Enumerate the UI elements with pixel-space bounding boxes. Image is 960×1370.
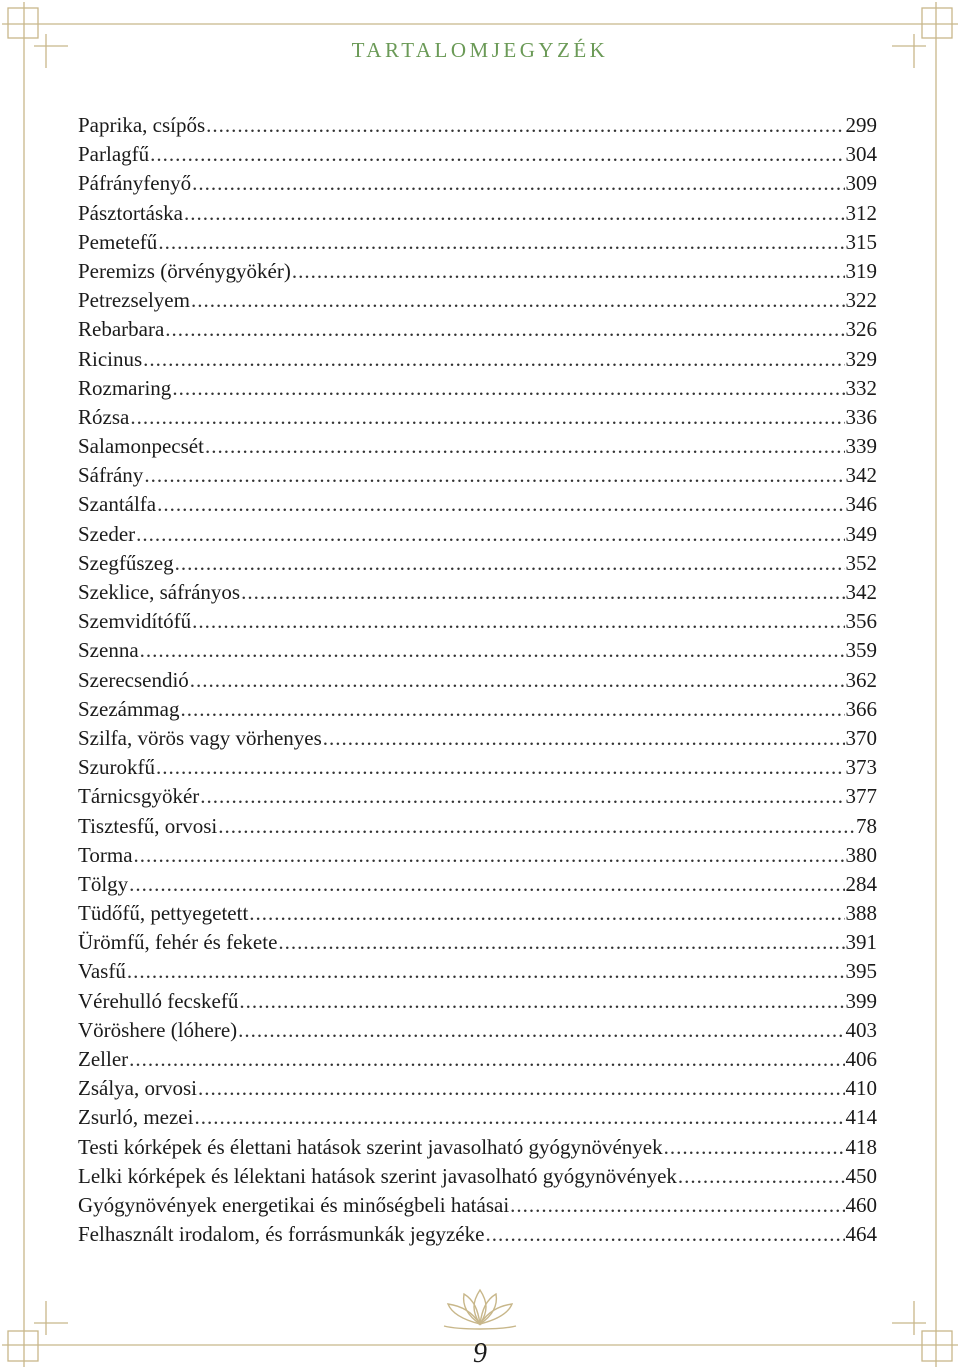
toc-entry-page: 326	[845, 317, 877, 342]
toc-entry-page: 380	[845, 842, 877, 867]
toc-entry-title: Pemetefű	[78, 229, 158, 254]
toc-entry-page: 373	[845, 755, 877, 780]
toc-entry-title: Tárnicsgyökér	[78, 784, 200, 809]
toc-entry-title: Szenna	[78, 638, 139, 663]
toc-entry-title: Rózsa	[78, 404, 130, 429]
toc-dot-leader	[218, 812, 855, 841]
toc-entry	[78, 228, 877, 257]
toc-entry-page: 339	[845, 434, 877, 459]
toc-dot-leader	[158, 228, 844, 257]
toc-entry-title: Vérehulló fecskefű	[78, 988, 239, 1013]
toc-entry	[78, 841, 877, 870]
toc-entry-page: 312	[845, 200, 877, 225]
table-of-contents	[78, 111, 877, 1249]
toc-dot-leader	[678, 1162, 845, 1191]
toc-entry-title: Zsálya, orvosi	[78, 1076, 197, 1101]
toc-entry	[78, 140, 877, 169]
toc-dot-leader	[180, 695, 844, 724]
toc-dot-leader	[175, 549, 845, 578]
toc-entry-title: Torma	[78, 842, 133, 867]
toc-entry	[78, 374, 877, 403]
toc-entry	[78, 1074, 877, 1103]
toc-entry-page: 319	[845, 258, 877, 283]
toc-dot-leader	[241, 578, 844, 607]
toc-entry-title: Ürömfű, fehér és fekete	[78, 930, 278, 955]
toc-entry-page: 377	[845, 784, 877, 809]
toc-dot-leader	[172, 374, 844, 403]
toc-dot-leader	[190, 666, 845, 695]
toc-entry-title: Tüdőfű, pettyegetett	[78, 901, 249, 926]
toc-entry-title: Szeder	[78, 521, 136, 546]
toc-entry-title: Felhasznált irodalom, és forrásmunkák jegyzéke	[78, 1222, 485, 1247]
toc-entry-page: 450	[845, 1163, 877, 1188]
toc-entry-page: 359	[845, 638, 877, 663]
toc-entry-page: 395	[845, 959, 877, 984]
toc-entry	[78, 957, 877, 986]
toc-entry	[78, 461, 877, 490]
toc-entry	[78, 607, 877, 636]
toc-entry	[78, 315, 877, 344]
toc-entry-page: 418	[845, 1134, 877, 1159]
toc-entry	[78, 870, 877, 899]
toc-entry-page: 414	[845, 1105, 877, 1130]
toc-dot-leader	[144, 461, 844, 490]
toc-dot-leader	[129, 870, 844, 899]
toc-entry	[78, 432, 877, 461]
toc-dot-leader	[200, 782, 844, 811]
toc-entry-page: 315	[845, 229, 877, 254]
toc-entry-page: 406	[845, 1047, 877, 1071]
toc-entry	[78, 520, 877, 549]
page-number: 9	[473, 1338, 487, 1369]
toc-dot-leader	[157, 490, 844, 519]
toc-entry-page: 460	[845, 1192, 877, 1217]
toc-entry-page: 346	[845, 492, 877, 517]
toc-dot-leader	[192, 169, 844, 198]
toc-entry	[78, 1220, 877, 1249]
toc-entry	[78, 812, 877, 841]
toc-entry	[78, 636, 877, 665]
toc-entry	[78, 987, 877, 1016]
toc-entry-page: 299	[845, 113, 877, 137]
toc-dot-leader	[249, 899, 844, 928]
toc-dot-leader	[150, 140, 844, 169]
toc-entry-title: Salamonpecsét	[78, 434, 204, 459]
toc-entry-title: Testi kórképek és élettani hatások szerint javasolható gyógynövények	[78, 1134, 663, 1159]
toc-entry-title: Pásztortáska	[78, 200, 183, 225]
toc-entry-title: Peremizs (örvénygyökér)	[78, 258, 291, 283]
toc-entry	[78, 695, 877, 724]
toc-dot-leader	[165, 315, 844, 344]
toc-dot-leader	[292, 257, 845, 286]
toc-dot-leader	[194, 1103, 844, 1132]
toc-entry	[78, 1162, 877, 1191]
toc-entry	[78, 724, 877, 753]
toc-entry	[78, 490, 877, 519]
toc-entry	[78, 549, 877, 578]
toc-entry-page: 352	[845, 550, 877, 575]
toc-dot-leader	[205, 432, 845, 461]
toc-dot-leader	[198, 1074, 845, 1103]
toc-entry-page: 399	[845, 988, 877, 1013]
toc-entry-title: Vöröshere (lóhere)	[78, 1017, 238, 1042]
toc-entry-title: Tölgy	[78, 871, 129, 896]
toc-dot-leader	[143, 345, 844, 374]
toc-entry-title: Tisztesfű, orvosi	[78, 813, 218, 838]
toc-entry	[78, 169, 877, 198]
toc-entry	[78, 753, 877, 782]
toc-dot-leader	[130, 403, 844, 432]
toc-entry-title: Szegfűszeg	[78, 550, 174, 575]
page-header-title: TARTALOMJEGYZÉK	[351, 38, 609, 62]
toc-dot-leader	[323, 724, 845, 753]
toc-entry-title: Sáfrány	[78, 463, 144, 488]
toc-entry-title: Szerecsendió	[78, 667, 189, 692]
toc-entry	[78, 666, 877, 695]
toc-dot-leader	[278, 928, 844, 957]
toc-entry	[78, 1191, 877, 1220]
toc-entry-page: 342	[845, 463, 877, 488]
toc-entry-page: 78	[856, 813, 877, 838]
toc-entry-title: Parlagfű	[78, 142, 150, 167]
toc-entry-page: 410	[845, 1076, 877, 1101]
toc-entry	[78, 928, 877, 957]
toc-entry-page: 362	[845, 667, 877, 692]
toc-entry-page: 332	[845, 375, 877, 400]
toc-dot-leader	[664, 1133, 845, 1162]
toc-entry	[78, 1103, 877, 1132]
toc-dot-leader	[206, 111, 844, 140]
toc-entry-page: 388	[845, 901, 877, 926]
toc-entry-title: Lelki kórképek és lélektani hatások szerint javasolható gyógynövények	[78, 1163, 677, 1188]
toc-entry-page: 366	[845, 696, 877, 721]
toc-entry-title: Szilfa, vörös vagy vörhenyes	[78, 725, 322, 750]
toc-entry-title: Szurokfű	[78, 755, 155, 780]
toc-entry-title: Ricinus	[78, 346, 143, 371]
toc-entry-page: 391	[845, 930, 877, 955]
toc-dot-leader	[485, 1220, 844, 1249]
toc-entry	[78, 286, 877, 315]
toc-entry-page: 349	[845, 521, 877, 546]
toc-dot-leader	[127, 957, 845, 986]
toc-entry-title: Szezámmag	[78, 696, 180, 721]
toc-entry-title: Zeller	[78, 1047, 129, 1071]
toc-dot-leader	[156, 753, 845, 782]
toc-entry	[78, 899, 877, 928]
toc-dot-leader	[239, 987, 844, 1016]
toc-entry	[78, 782, 877, 811]
toc-entry	[78, 1045, 877, 1074]
lotus-icon	[444, 1290, 516, 1329]
toc-entry-title: Paprika, csípős	[78, 113, 206, 137]
toc-entry-title: Rebarbara	[78, 317, 165, 342]
toc-entry-page: 370	[845, 725, 877, 750]
toc-entry-page: 336	[845, 404, 877, 429]
toc-entry	[78, 1016, 877, 1045]
toc-dot-leader	[140, 636, 845, 665]
toc-entry-page: 284	[845, 871, 877, 896]
toc-entry	[78, 111, 877, 140]
toc-entry-page: 304	[845, 142, 877, 167]
toc-dot-leader	[238, 1016, 844, 1045]
toc-dot-leader	[136, 520, 844, 549]
toc-dot-leader	[134, 841, 845, 870]
toc-entry-page: 403	[845, 1017, 877, 1042]
toc-dot-leader	[191, 286, 845, 315]
toc-entry-page: 309	[845, 171, 877, 196]
toc-dot-leader	[184, 199, 845, 228]
toc-entry	[78, 345, 877, 374]
toc-entry-title: Szantálfa	[78, 492, 157, 517]
toc-entry-title: Szeklice, sáfrányos	[78, 580, 241, 604]
toc-entry-title: Páfrányfenyő	[78, 171, 192, 196]
toc-entry-title: Szemvidítófű	[78, 609, 192, 634]
toc-entry	[78, 1133, 877, 1162]
toc-dot-leader	[192, 607, 844, 636]
toc-entry-page: 329	[845, 346, 877, 371]
toc-dot-leader	[510, 1191, 844, 1220]
toc-entry-title: Petrezselyem	[78, 288, 190, 313]
toc-entry	[78, 403, 877, 432]
toc-entry-page: 464	[845, 1222, 877, 1247]
toc-entry-page: 322	[845, 288, 877, 313]
toc-entry-title: Vasfű	[78, 959, 126, 984]
toc-entry-title: Gyógynövények energetikai és minőségbeli hatásai	[78, 1192, 510, 1217]
toc-entry-title: Zsurló, mezei	[78, 1105, 194, 1130]
toc-entry	[78, 199, 877, 228]
toc-entry-page: 356	[845, 609, 877, 634]
toc-dot-leader	[129, 1045, 844, 1074]
toc-entry-title: Rozmaring	[78, 375, 172, 400]
toc-entry	[78, 578, 877, 607]
toc-entry-page: 342	[845, 580, 877, 604]
toc-entry	[78, 257, 877, 286]
